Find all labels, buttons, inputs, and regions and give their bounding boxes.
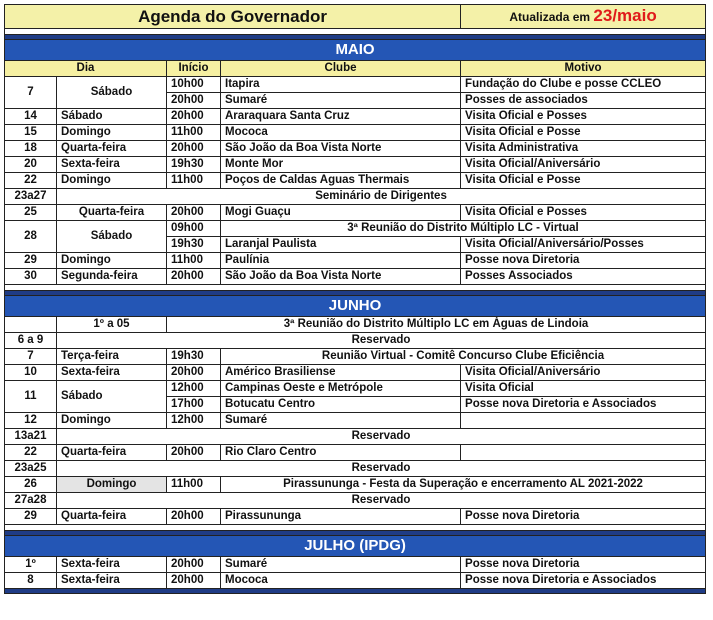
reason: [461, 445, 706, 461]
weekday: Domingo: [57, 125, 167, 141]
start-time: 09h00: [167, 221, 221, 237]
club: Rio Claro Centro: [221, 445, 461, 461]
start-time: 20h00: [167, 445, 221, 461]
column-headers: [5, 61, 706, 77]
month-header-may: [5, 40, 706, 61]
weekday: Sábado: [57, 109, 167, 125]
col-inicio: Início: [167, 61, 221, 77]
club: São João da Boa Vista Norte: [221, 269, 461, 285]
reason: Visita Oficial e Posses: [461, 109, 706, 125]
table-row: [5, 333, 706, 349]
day-number: 8: [5, 573, 57, 589]
day-number: 7: [5, 349, 57, 365]
day-number: 26: [5, 477, 57, 493]
table-row: [5, 125, 706, 141]
club: Mococa: [221, 573, 461, 589]
reason: Visita Oficial: [461, 381, 706, 397]
club: Sumaré: [221, 557, 461, 573]
day-number: 28: [5, 221, 57, 253]
day-number: 25: [5, 205, 57, 221]
weekday: Sábado: [57, 381, 167, 413]
weekday: Domingo: [57, 477, 167, 493]
event: 3ª Reunião do Distrito Múltiplo LC - Virtual: [221, 221, 706, 237]
weekday: Quarta-feira: [57, 205, 167, 221]
month-label-june: JUNHO: [5, 296, 706, 317]
club: Campinas Oeste e Metrópole: [221, 381, 461, 397]
day-number: 27a28: [5, 493, 57, 509]
start-time: 11h00: [167, 253, 221, 269]
updated-label: Atualizada em: [509, 10, 594, 24]
weekday: Domingo: [57, 173, 167, 189]
table-row: [5, 173, 706, 189]
table-row: [5, 445, 706, 461]
event: Seminário de Dirigentes: [57, 189, 706, 205]
table-row: [5, 381, 706, 397]
club: Paulínia: [221, 253, 461, 269]
reason: [461, 413, 706, 429]
table-row: [5, 477, 706, 493]
month-label-july: JULHO (IPDG): [5, 536, 706, 557]
weekday: Sexta-feira: [57, 157, 167, 173]
club: Itapira: [221, 77, 461, 93]
club: Sumaré: [221, 93, 461, 109]
month-header-june: [5, 296, 706, 317]
day-number: 7: [5, 77, 57, 109]
table-row: [5, 141, 706, 157]
agenda-sheet: [4, 4, 705, 594]
club: Poços de Caldas Aguas Thermais: [221, 173, 461, 189]
table-row: [5, 509, 706, 525]
updated-date: 23/maio: [593, 6, 657, 25]
table-row: [5, 317, 706, 333]
start-time: 20h00: [167, 141, 221, 157]
day-number: 29: [5, 253, 57, 269]
club: Mococa: [221, 125, 461, 141]
day-number: 22: [5, 445, 57, 461]
day-number: 15: [5, 125, 57, 141]
reason: Visita Administrativa: [461, 141, 706, 157]
table-row: [5, 413, 706, 429]
event: Reservado: [57, 493, 706, 509]
weekday: Domingo: [57, 253, 167, 269]
start-time: 19h30: [167, 237, 221, 253]
reason: Visita Oficial e Posses: [461, 205, 706, 221]
table-row: [5, 253, 706, 269]
weekday: Domingo: [57, 413, 167, 429]
day-number: 18: [5, 141, 57, 157]
reason: Posse nova Diretoria: [461, 253, 706, 269]
event: 3ª Reunião do Distrito Múltiplo LC em Águas de Lindoia: [167, 317, 706, 333]
day-number: [5, 317, 57, 333]
day-number: 11: [5, 381, 57, 413]
page-title: Agenda do Governador: [5, 5, 461, 29]
table-row: [5, 269, 706, 285]
event: Reservado: [57, 461, 706, 477]
table-row: [5, 573, 706, 589]
day-number: 30: [5, 269, 57, 285]
club: Sumaré: [221, 413, 461, 429]
event: Reservado: [57, 333, 706, 349]
start-time: 17h00: [167, 397, 221, 413]
start-time: 19h30: [167, 349, 221, 365]
start-time: 20h00: [167, 269, 221, 285]
table-row: [5, 349, 706, 365]
start-time: 20h00: [167, 509, 221, 525]
start-time: 12h00: [167, 381, 221, 397]
weekday: Sexta-feira: [57, 365, 167, 381]
table-row: [5, 157, 706, 173]
table-row: [5, 221, 706, 237]
reason: Posse nova Diretoria e Associados: [461, 397, 706, 413]
club: Laranjal Paulista: [221, 237, 461, 253]
club: Araraquara Santa Cruz: [221, 109, 461, 125]
weekday: Sexta-feira: [57, 573, 167, 589]
month-label-may: MAIO: [5, 40, 706, 61]
club: Monte Mor: [221, 157, 461, 173]
club: Pirassununga: [221, 509, 461, 525]
weekday: Sábado: [57, 221, 167, 253]
reason: Visita Oficial/Aniversário/Posses: [461, 237, 706, 253]
start-time: 10h00: [167, 77, 221, 93]
day-number: 20: [5, 157, 57, 173]
event: Reservado: [57, 429, 706, 445]
updated-badge: [461, 5, 706, 29]
table-row: [5, 365, 706, 381]
weekday: Segunda-feira: [57, 269, 167, 285]
club: Américo Brasiliense: [221, 365, 461, 381]
day-number: 23a27: [5, 189, 57, 205]
col-clube: Clube: [221, 61, 461, 77]
weekday: Sexta-feira: [57, 557, 167, 573]
reason: Visita Oficial/Aniversário: [461, 157, 706, 173]
table-row: [5, 429, 706, 445]
table-row: [5, 493, 706, 509]
table-row: [5, 77, 706, 93]
start-time: 20h00: [167, 365, 221, 381]
day-number: 6 a 9: [5, 333, 57, 349]
weekday: Terça-feira: [57, 349, 167, 365]
col-dia: Dia: [5, 61, 167, 77]
club: São João da Boa Vista Norte: [221, 141, 461, 157]
reason: Visita Oficial/Aniversário: [461, 365, 706, 381]
table-row: [5, 109, 706, 125]
start-time: 20h00: [167, 93, 221, 109]
reason: Posses Associados: [461, 269, 706, 285]
start-time: 11h00: [167, 125, 221, 141]
weekday: 1º a 05: [57, 317, 167, 333]
day-number: 1º: [5, 557, 57, 573]
reason: Visita Oficial e Posse: [461, 125, 706, 141]
reason: Posse nova Diretoria e Associados: [461, 573, 706, 589]
table-row: [5, 205, 706, 221]
start-time: 11h00: [167, 477, 221, 493]
table-row: [5, 189, 706, 205]
start-time: 19h30: [167, 157, 221, 173]
club: Mogi Guaçu: [221, 205, 461, 221]
start-time: 20h00: [167, 205, 221, 221]
day-number: 29: [5, 509, 57, 525]
start-time: 20h00: [167, 109, 221, 125]
table-row: [5, 461, 706, 477]
reason: Visita Oficial e Posse: [461, 173, 706, 189]
event: Reunião Virtual - Comitê Concurso Clube Eficiência: [221, 349, 706, 365]
reason: Posses de associados: [461, 93, 706, 109]
start-time: 12h00: [167, 413, 221, 429]
start-time: 11h00: [167, 173, 221, 189]
col-motivo: Motivo: [461, 61, 706, 77]
day-number: 12: [5, 413, 57, 429]
club: Botucatu Centro: [221, 397, 461, 413]
weekday: Quarta-feira: [57, 509, 167, 525]
table-row: [5, 557, 706, 573]
reason: Fundação do Clube e posse CCLEO: [461, 77, 706, 93]
day-number: 14: [5, 109, 57, 125]
title-row: [5, 5, 706, 29]
event: Pirassununga - Festa da Superação e encerramento AL 2021-2022: [221, 477, 706, 493]
day-number: 22: [5, 173, 57, 189]
reason: Posse nova Diretoria: [461, 557, 706, 573]
weekday: Sábado: [57, 77, 167, 109]
weekday: Quarta-feira: [57, 445, 167, 461]
weekday: Quarta-feira: [57, 141, 167, 157]
month-header-july: [5, 536, 706, 557]
agenda-table: [4, 4, 706, 594]
start-time: 20h00: [167, 557, 221, 573]
day-number: 23a25: [5, 461, 57, 477]
day-number: 10: [5, 365, 57, 381]
reason: Posse nova Diretoria: [461, 509, 706, 525]
start-time: 20h00: [167, 573, 221, 589]
day-number: 13a21: [5, 429, 57, 445]
